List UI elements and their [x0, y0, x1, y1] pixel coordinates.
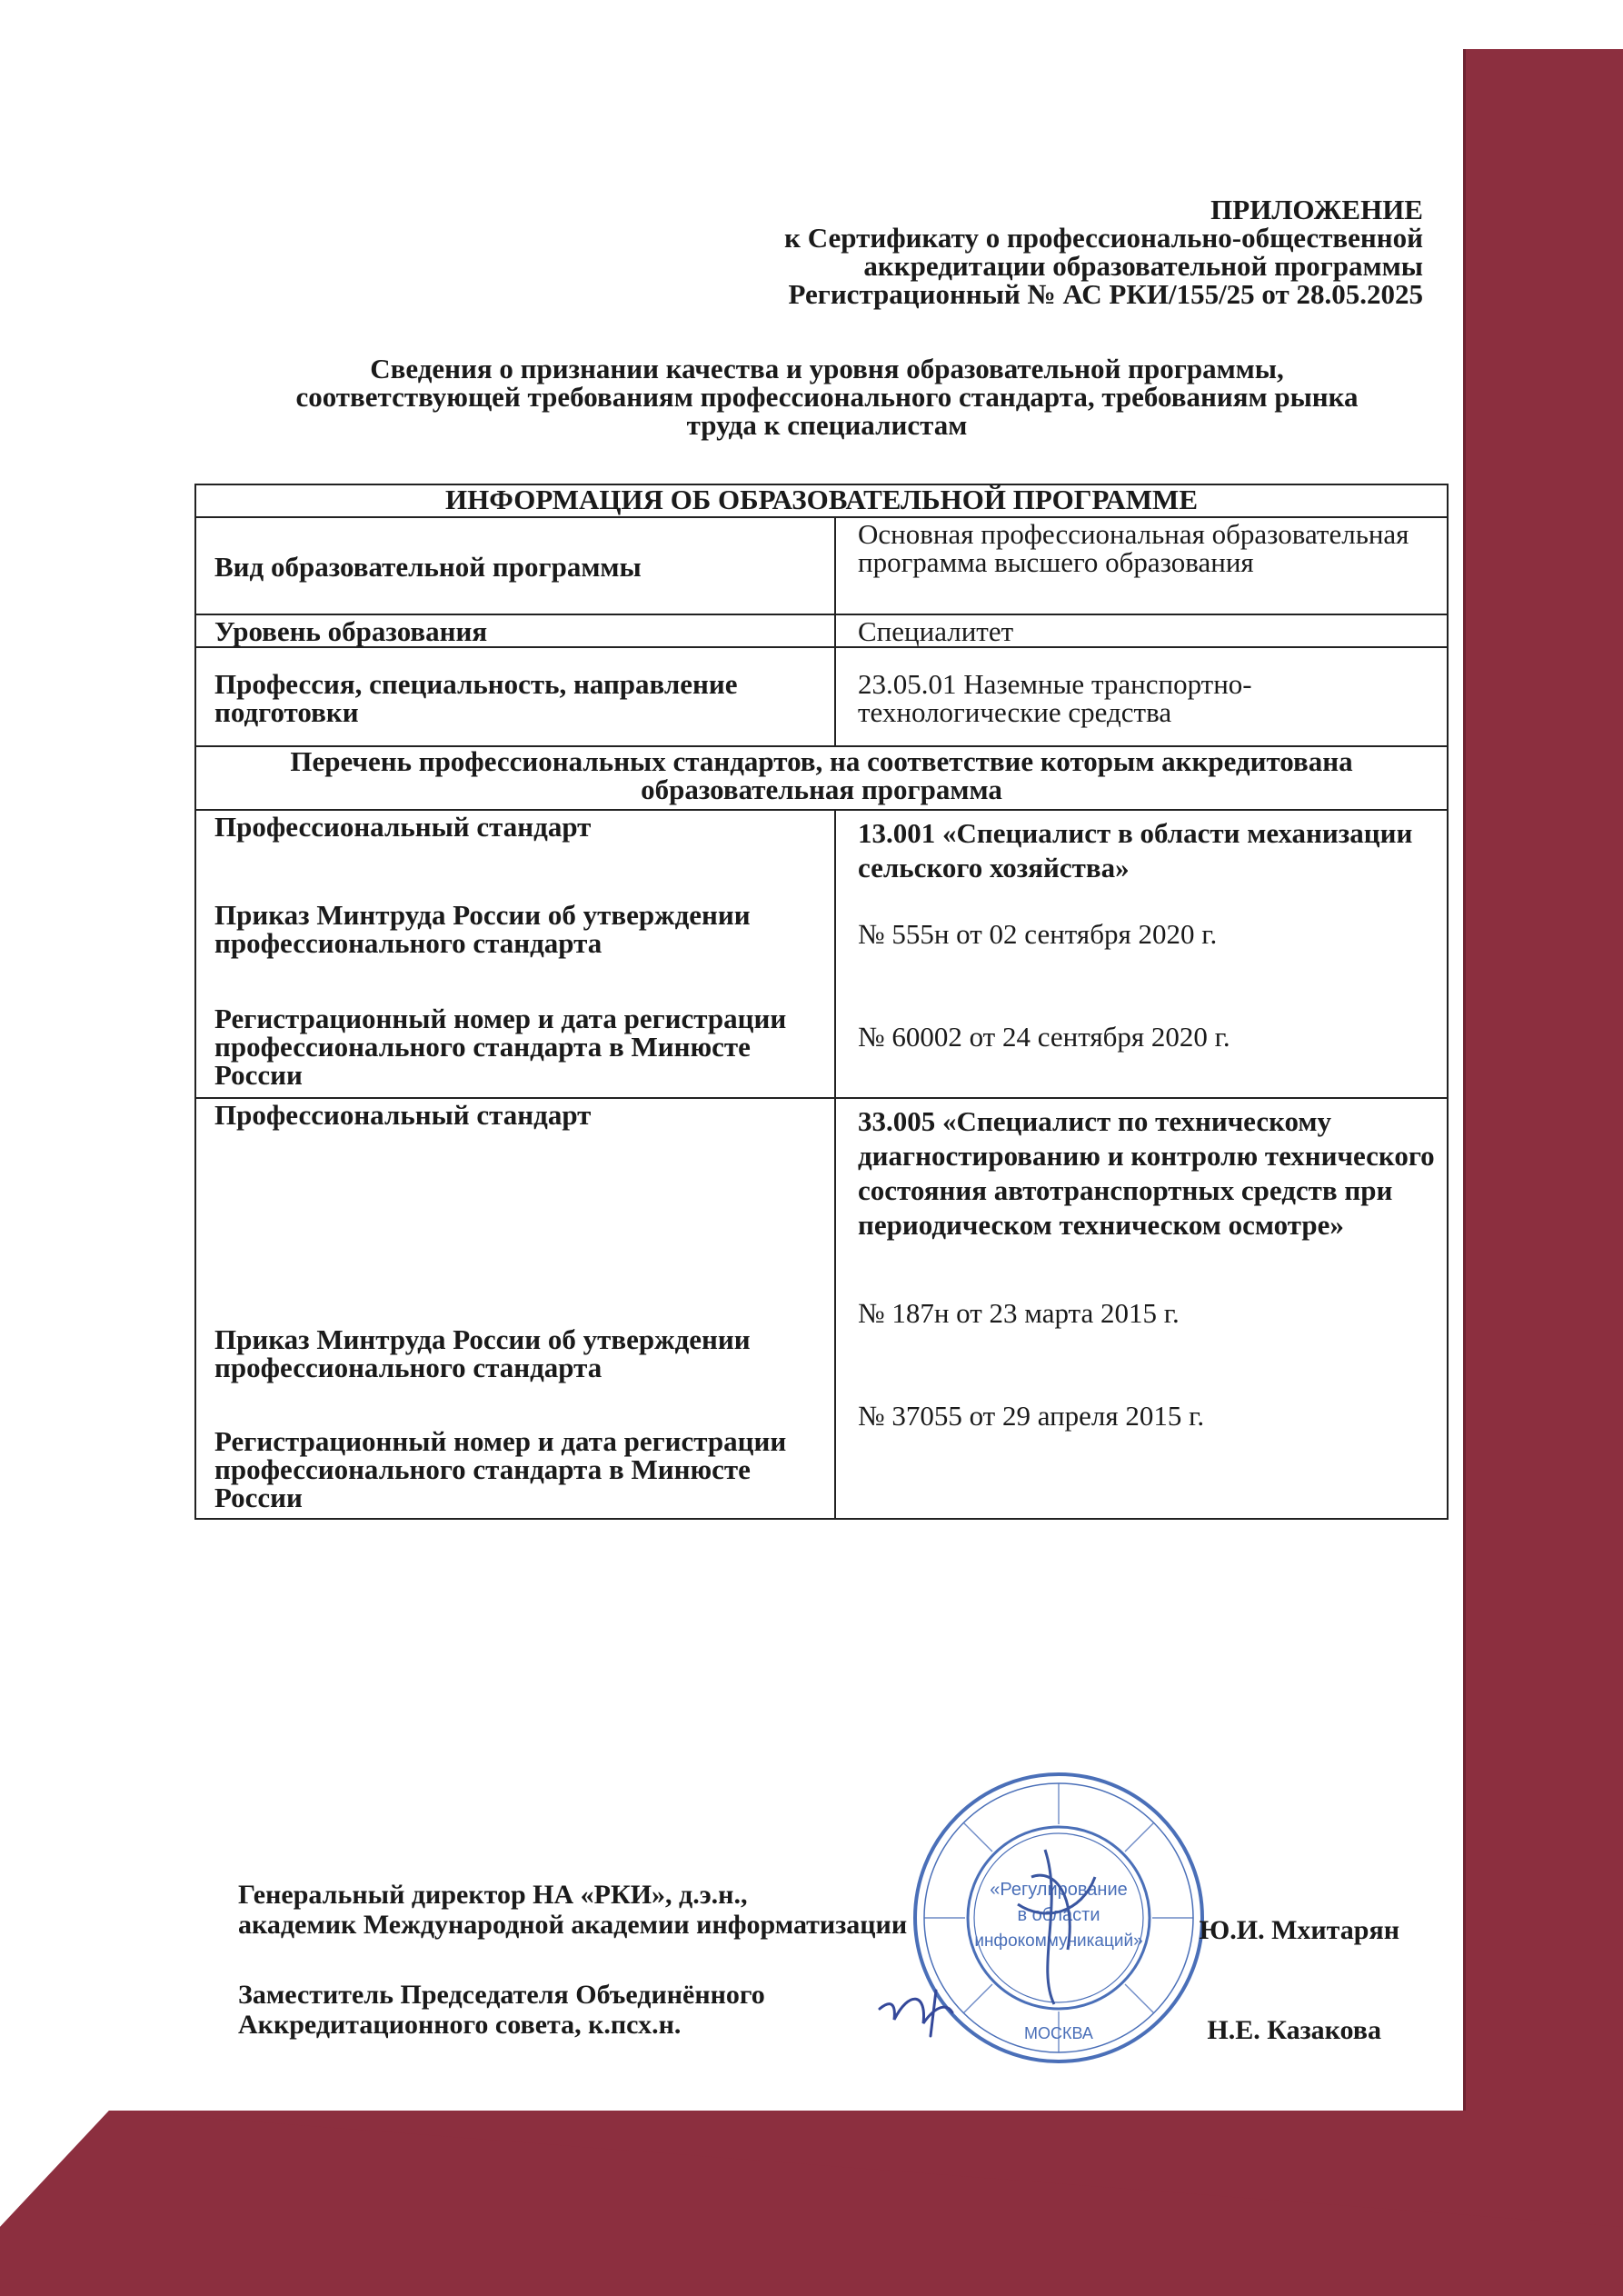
table-row: [195, 1098, 1448, 1519]
signatory-1-name: Ю.И. Мхитарян: [1199, 1915, 1399, 1945]
standard-1-label: Профессиональный стандарт: [214, 811, 592, 844]
frame-right-strip: [1465, 49, 1623, 2296]
signatory-2-title: [238, 1980, 965, 2040]
program-type-label: Вид образовательной программы: [195, 517, 835, 614]
standard-2-reg-value: № 37055 от 29 апреля 2015 г.: [858, 1399, 1205, 1432]
appendix-title: ПРИЛОЖЕНИЕ: [1210, 194, 1423, 225]
signatory-2-name: Н.Е. Казакова: [1207, 2015, 1381, 2045]
table-row: [195, 614, 1448, 647]
document-heading: [195, 354, 1459, 439]
signatory-1-title-line-2: академик Международной академии информатизации: [238, 1910, 908, 1940]
stamp-center-line-2: в области: [1017, 1905, 1100, 1925]
appendix-header: [514, 195, 1423, 308]
standard-2-label: Профессиональный стандарт: [214, 1098, 592, 1131]
table-row: [195, 647, 1448, 746]
signature-row: [238, 1880, 1438, 1945]
heading-line-2: соответствующей требованиям профессионального стандарта, требованиям рынка: [295, 381, 1359, 413]
specialty-label: Профессия, специальность, направление подготовки: [195, 647, 835, 746]
signature-row: [238, 1980, 1438, 2045]
program-type-value: Основная профессиональная образовательная программа высшего образования: [835, 517, 1448, 614]
standard-1-reg-value: № 60002 от 24 сентября 2020 г.: [858, 1021, 1230, 1053]
heading-line-1: Сведения о признании качества и уровня образовательной программы,: [370, 353, 1284, 384]
standard-1-reg-label: Регистрационный номер и дата регистрации профессионального стандарта в Минюсте России: [214, 1003, 787, 1092]
program-info-table: [194, 484, 1449, 1520]
signatory-1-title-line-1: Генеральный директор НА «РКИ», д.э.н.,: [238, 1880, 748, 1910]
standard-1-value: 13.001 «Специалист в области механизации сельского хозяйства»: [858, 817, 1413, 884]
section-title-program-info: ИНФОРМАЦИЯ ОБ ОБРАЗОВАТЕЛЬНОЙ ПРОГРАММЕ: [195, 484, 1448, 517]
appendix-line-2: аккредитации образовательной программы: [863, 250, 1423, 282]
table-row: [195, 746, 1448, 810]
stamp-center-line-1: «Регулирование: [990, 1880, 1128, 1900]
standard-1-order-label: Приказ Минтруда России об утверждении профессионального стандарта: [214, 899, 751, 960]
education-level-label: Уровень образования: [195, 614, 835, 647]
standard-2-order-label: Приказ Минтруда России об утверждении профессионального стандарта: [214, 1323, 751, 1383]
appendix-line-1: к Сертификату о профессионально-общественной: [784, 222, 1423, 254]
section-title-standards: Перечень профессиональных стандартов, на соответствие которым аккредитована образовательная программа: [195, 746, 1448, 810]
signatory-1-title: [238, 1880, 965, 1940]
signatory-2-title-line-1: Заместитель Председателя Объединённого: [238, 1980, 765, 2010]
stamp-center-line-3: инфокоммуникаций»: [974, 1932, 1143, 1951]
stamp-city: МОСКВА: [1024, 2024, 1093, 2042]
standard-1-values: [835, 810, 1448, 1097]
standard-2-labels: [195, 1098, 835, 1519]
specialty-value: 23.05.01 Наземные транспортно-технологические средства: [835, 647, 1448, 746]
frame-inner-edge: [1463, 49, 1466, 2111]
table-row: [195, 484, 1448, 517]
standard-2-value: 33.005 «Специалист по техническому диагностированию и контролю технического состояния автотранспортных средств при периодическом техническом осмотре»: [858, 1104, 1435, 1241]
education-level-value: Специалитет: [835, 614, 1448, 647]
standard-2-order-value: № 187н от 23 марта 2015 г.: [858, 1296, 1180, 1329]
table-row: [195, 517, 1448, 614]
standard-2-reg-label: Регистрационный номер и дата регистрации профессионального стандарта в Минюсте России: [214, 1424, 787, 1513]
standard-1-labels: [195, 810, 835, 1097]
standard-2-values: [835, 1098, 1448, 1519]
signatures-block: [238, 1880, 1438, 2080]
table-row: [195, 810, 1448, 1097]
signatory-2-title-line-2: Аккредитационного совета, к.псх.н.: [238, 2010, 682, 2040]
appendix-line-3: Регистрационный № АС РКИ/155/25 от 28.05.2025: [788, 278, 1423, 310]
heading-line-3: труда к специалистам: [686, 409, 968, 441]
standard-1-order-value: № 555н от 02 сентября 2020 г.: [858, 918, 1218, 951]
